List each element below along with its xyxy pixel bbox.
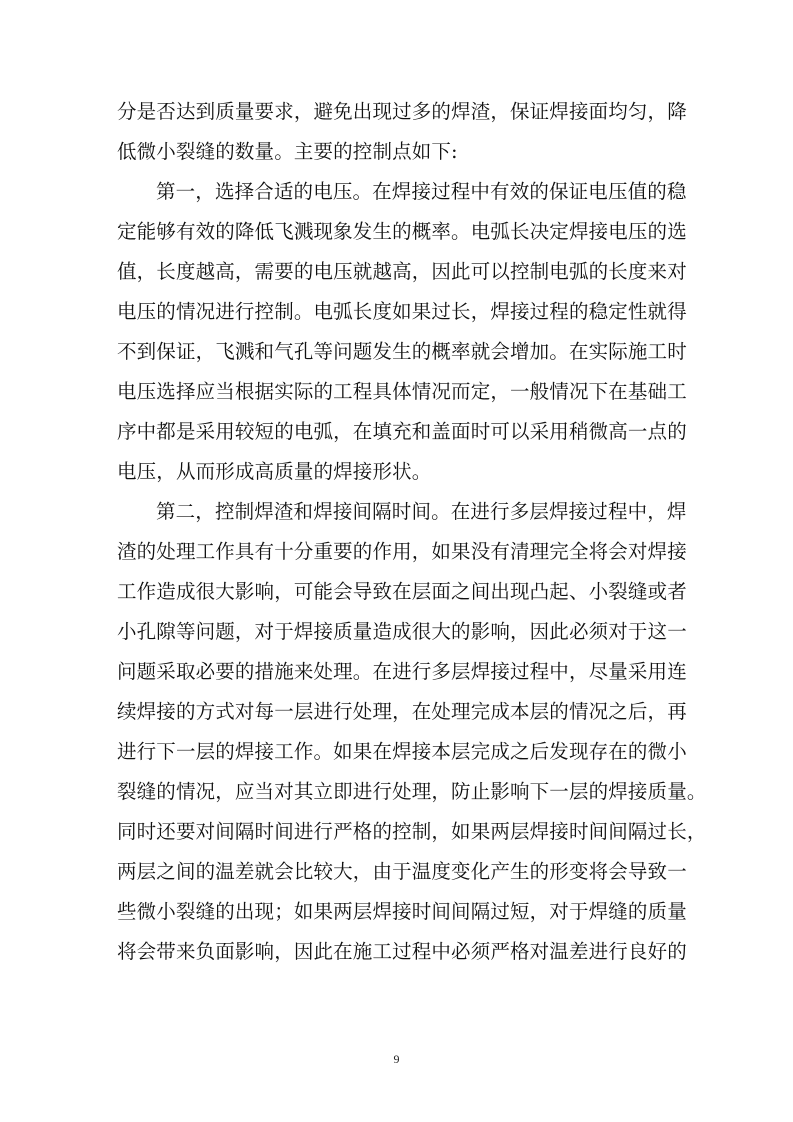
text-line: 裂缝的情况，应当对其立即进行处理，防止影响下一层的焊接质量。 bbox=[117, 780, 707, 803]
text-line: 两层之间的温差就会比较大，由于温度变化产生的形变将会导致一 bbox=[117, 860, 687, 883]
text-line: 序中都是采用较短的电弧，在填充和盖面时可以采用稍微高一点的 bbox=[117, 420, 687, 443]
text-line: 些微小裂缝的出现；如果两层焊接时间间隔过短，对于焊缝的质量 bbox=[117, 900, 687, 923]
text-line: 渣的处理工作具有十分重要的作用，如果没有清理完全将会对焊接 bbox=[117, 540, 687, 563]
text-line: 定能够有效的降低飞溅现象发生的概率。电弧长决定焊接电压的选 bbox=[117, 220, 687, 243]
text-line: 进行下一层的焊接工作。如果在焊接本层完成之后发现存在的微小 bbox=[117, 740, 687, 763]
text-line: 不到保证，飞溅和气孔等问题发生的概率就会增加。在实际施工时 bbox=[117, 340, 687, 363]
text-line: 同时还要对间隔时间进行严格的控制，如果两层焊接时间间隔过长， bbox=[117, 820, 707, 843]
text-line: 第二，控制焊渣和焊接间隔时间。在进行多层焊接过程中，焊 bbox=[156, 500, 687, 523]
page-number: 9 bbox=[393, 1052, 400, 1066]
body-text bbox=[117, 92, 707, 972]
text-line: 电压选择应当根据实际的工程具体情况而定，一般情况下在基础工 bbox=[117, 380, 687, 403]
text-line: 值，长度越高，需要的电压就越高，因此可以控制电弧的长度来对 bbox=[117, 260, 687, 283]
text-line: 续焊接的方式对每一层进行处理，在处理完成本层的情况之后，再 bbox=[117, 700, 687, 723]
text-line: 工作造成很大影响，可能会导致在层面之间出现凸起、小裂缝或者 bbox=[117, 580, 687, 603]
text-line: 问题采取必要的措施来处理。在进行多层焊接过程中，尽量采用连 bbox=[117, 660, 687, 683]
text-line: 将会带来负面影响，因此在施工过程中必须严格对温差进行良好的 bbox=[117, 940, 687, 963]
text-line: 小孔隙等问题，对于焊接质量造成很大的影响，因此必须对于这一 bbox=[117, 620, 687, 643]
text-line: 电压的情况进行控制。电弧长度如果过长，焊接过程的稳定性就得 bbox=[117, 300, 687, 323]
text-line: 分是否达到质量要求，避免出现过多的焊渣，保证焊接面均匀，降 bbox=[117, 100, 687, 123]
text-line: 电压，从而形成高质量的焊接形状。 bbox=[117, 460, 432, 483]
text-line: 第一，选择合适的电压。在焊接过程中有效的保证电压值的稳 bbox=[156, 180, 687, 203]
text-line: 低微小裂缝的数量。主要的控制点如下: bbox=[117, 140, 458, 163]
